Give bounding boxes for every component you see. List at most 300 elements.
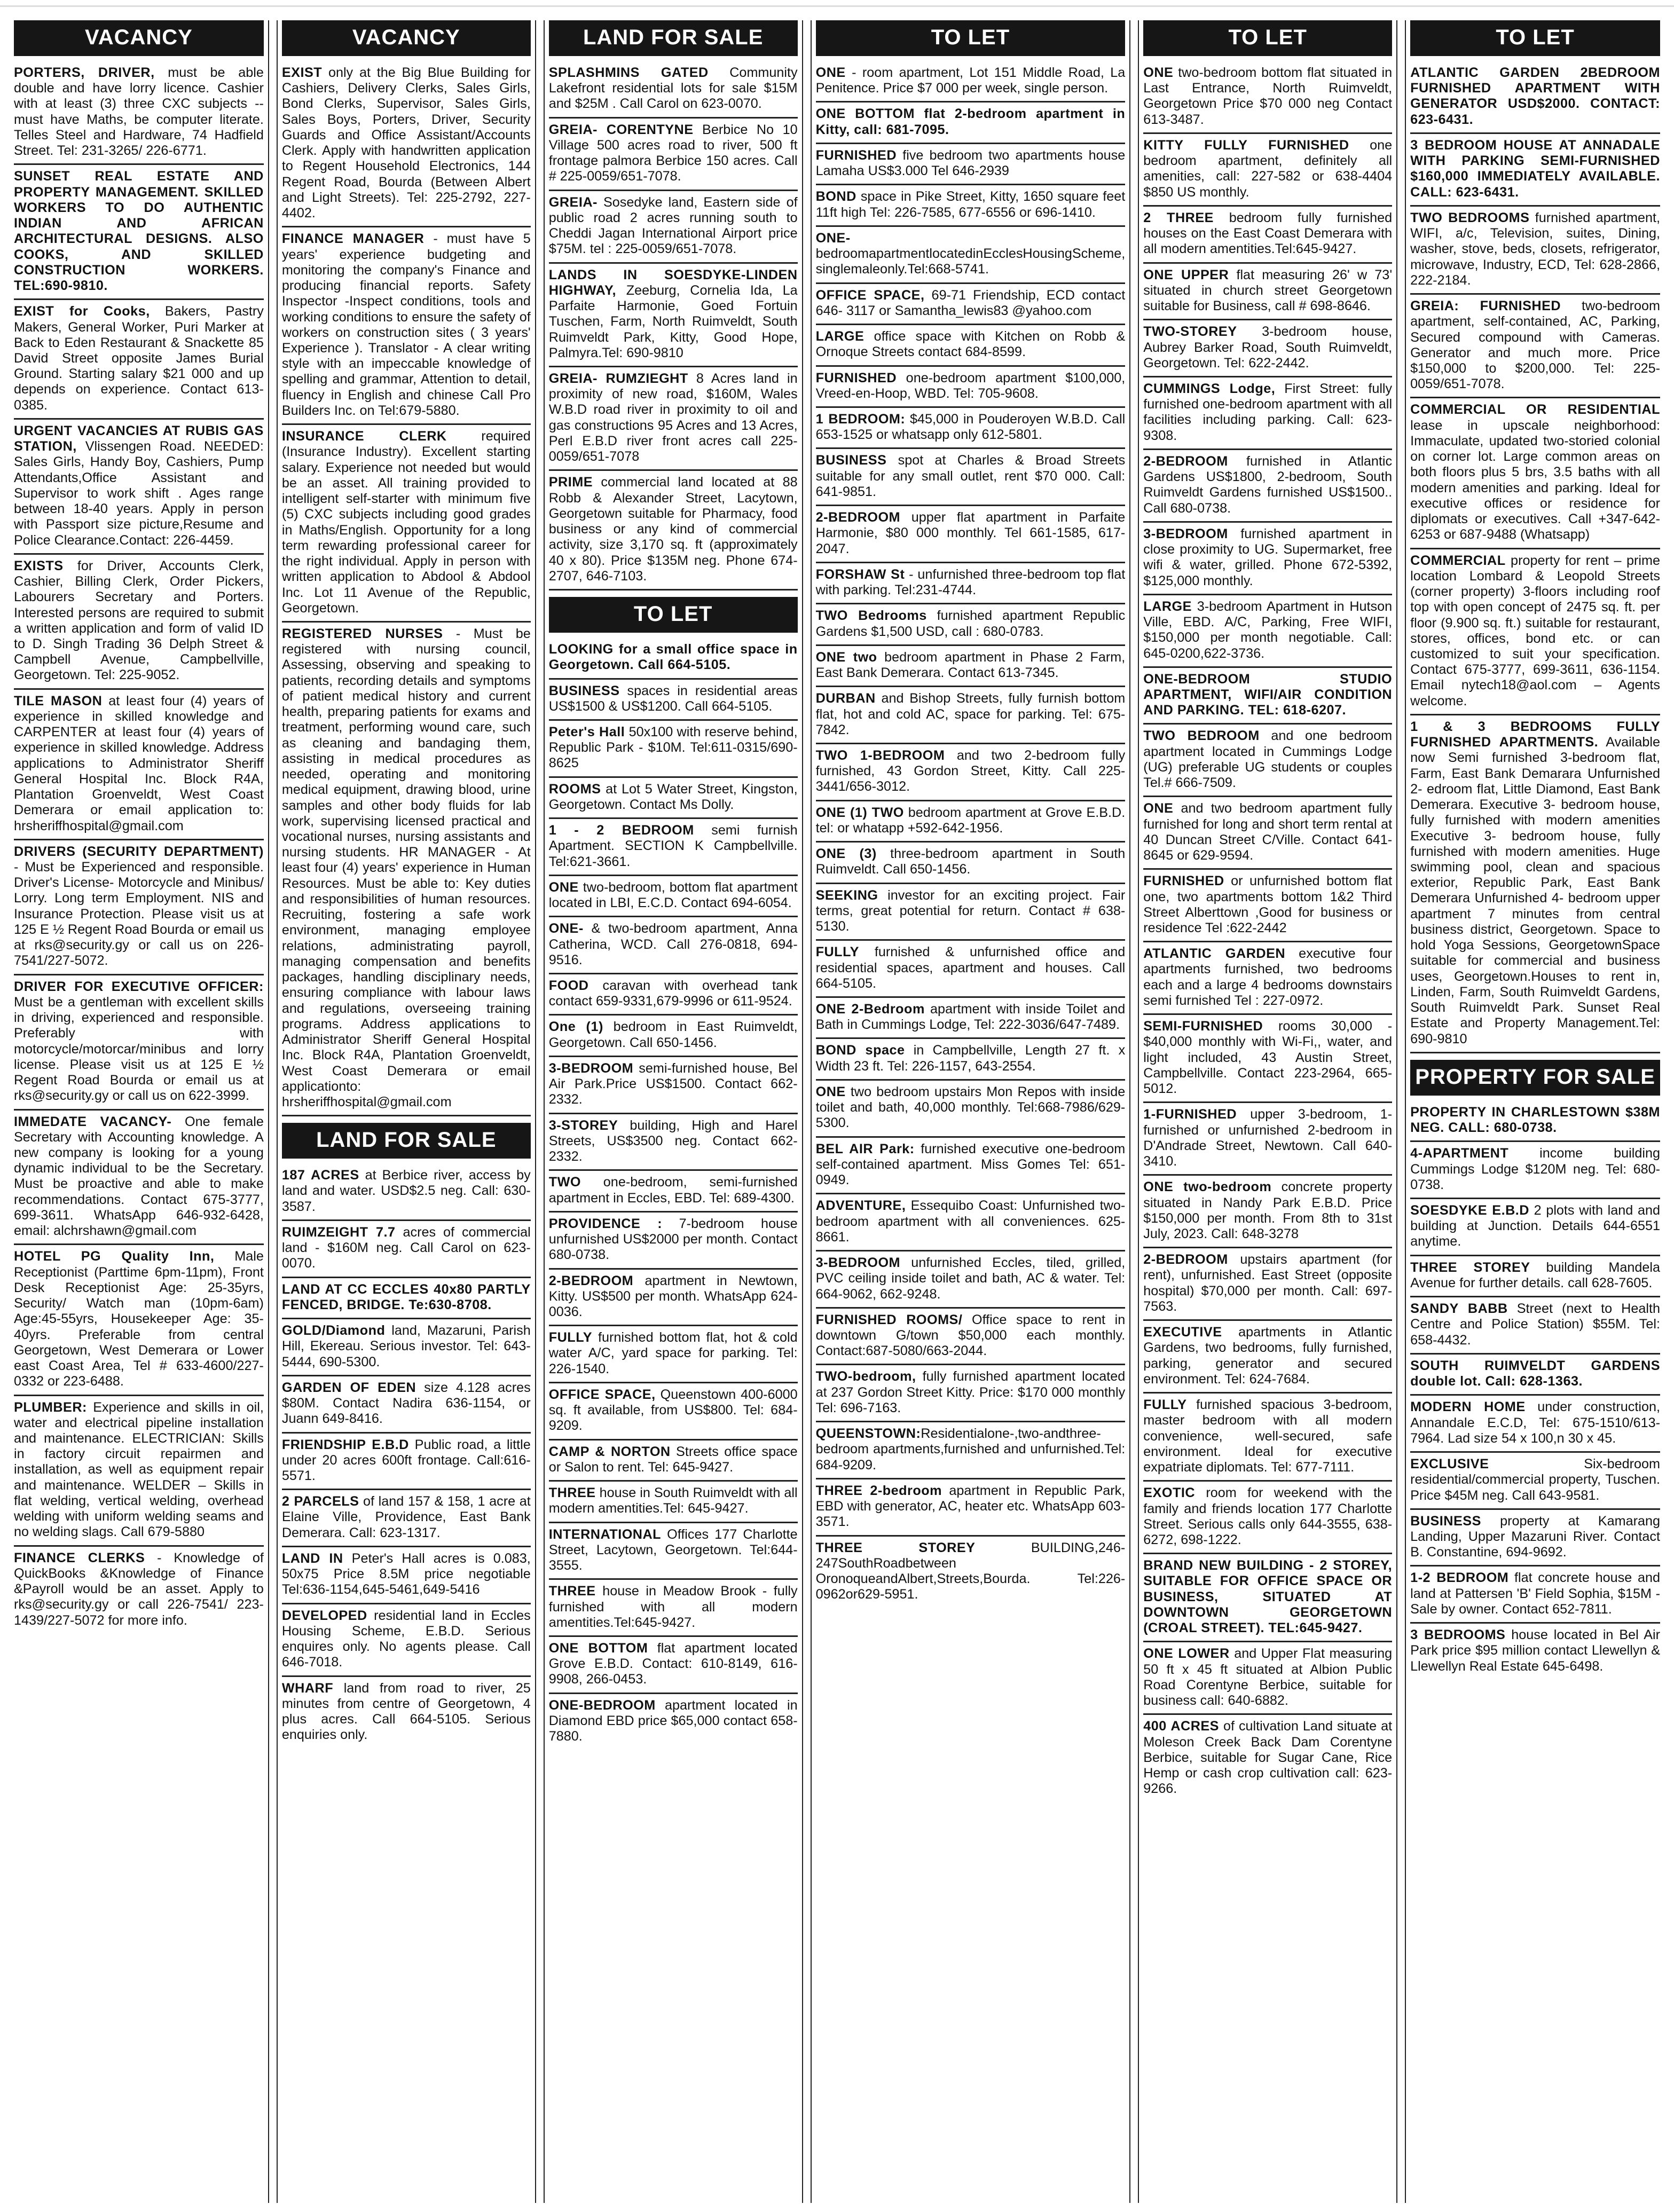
ad-lead: FULLY xyxy=(548,1330,593,1345)
ad-lead: SOUTH RUIMVELDT GARDENS double lot. Call: 628-1363. xyxy=(1410,1358,1660,1389)
ad-lead: ONE BOTTOM flat 2-bedroom apartment in Kitty, call: 681-7095. xyxy=(815,106,1126,137)
ad-lead: ONE (1) TWO xyxy=(815,805,904,820)
ad-body: Residentialone-,two-andthree-bedroom apartments,furnished and unfurnished.Tel: 684-9209. xyxy=(815,1426,1126,1473)
ad-lead: ONE xyxy=(815,1084,846,1099)
ad-lead: 1 & 3 BEDROOMS FULLY FURNISHED APARTMENTS. xyxy=(1410,719,1660,750)
classified-ad xyxy=(282,425,531,623)
ad-lead: OFFICE SPACE, xyxy=(548,1387,656,1402)
ad-lead: REGISTERED NURSES xyxy=(281,626,443,641)
ad-body: two bedroom upstairs Mon Repos with inside toilet and bath, 40,000 monthly. Tel:668-7986/629-5300. xyxy=(815,1084,1126,1131)
ad-lead: TWO BEDROOMS xyxy=(1410,210,1530,225)
ad-body: building, High and Harel Streets, US$3500 neg. Contact 662-2332. xyxy=(548,1117,798,1164)
classified-ad xyxy=(1143,595,1392,668)
classified-ad xyxy=(549,721,798,778)
classified-ad xyxy=(1143,450,1392,523)
classified-ad xyxy=(816,284,1126,325)
ad-lead: FINANCE MANAGER xyxy=(281,231,425,247)
ad-body: Public road, a little under 20 acres 600ft frontage. Call:616-5571. xyxy=(281,1437,531,1483)
ad-body: furnished apartment Republic Gardens $1,500 USD, call : 680-0783. xyxy=(815,608,1126,639)
classified-ad xyxy=(549,819,798,876)
ad-body: bedroom apartment in Phase 2 Farm, East Bank Demerara. Contact 613-7345. xyxy=(815,649,1126,681)
ad-body: semi-furnished house, Bel Air Park.Price US$1500. Contact 662-2332. xyxy=(548,1060,798,1107)
classified-ad xyxy=(549,778,798,819)
classified-ad xyxy=(14,1547,264,1633)
classified-ad xyxy=(1410,1101,1660,1142)
ad-body: required (Insurance Industry). Excellent starting salary. Experience not needed but would be an asset. All training provided to intelligent self-starter with minimum five (5) CXC subjects including good grades in Maths/English. Opportunity for a long term rewarding professional career for the right individual. Apply in person with written application to Abdool & Abdool Inc. Lot 11 Avenue of the Republic, Georgetown. xyxy=(281,429,531,616)
column-1 xyxy=(10,20,269,2203)
ad-body: Vlissengen Road. NEEDED: Sales Girls, Handy Boy, Cashiers, Pump Attendants,Office Assistant and Supervisor to work shift . Ages range between 18-40 years. Apply in person with Passport size picture,Resume and Police Clearance.Contact: 226-4459. xyxy=(14,439,264,548)
ad-body: property for rent – prime location Lombard & Leopold Streets (corner property) 3-floors including roof top with open concept of 2475 sq. ft. per floor (9.900 sq. ft.) suitable for restaurant, stores, offices, bond etc. or can customized to suit your specification. Contact 675-3777, 699-3611, 636-1154. Email nytech18@aol.com – Agents welcome. xyxy=(1410,553,1660,709)
classified-ad xyxy=(14,690,264,840)
section-header: TO LET xyxy=(1143,20,1392,56)
ad-body: bedroom apartment at Grove E.B.D. tel: or whatapp +592-642-1956. xyxy=(815,805,1126,836)
ad-lead: FINANCE CLERKS xyxy=(14,1550,145,1565)
classified-ad xyxy=(14,1245,264,1396)
ad-body: apartment with inside Toilet and Bath in Cummings Lodge, Tel: 222-3036/647-7489. xyxy=(815,1002,1126,1033)
ad-body: fully furnished apartment located at 237 Gordon Street Kitty. Price: $170 000 monthly Tel: 696-7163. xyxy=(815,1369,1126,1415)
ad-body: size 4.128 acres $80M. Contact Nadira 636-1154, or Juann 649-8416. xyxy=(281,1380,531,1427)
ad-lead: ONE xyxy=(548,879,579,895)
classified-ad xyxy=(14,555,264,690)
ad-body: apartment in Republic Park, EBD with generator, AC, heater etc. WhatsApp 603-3571. xyxy=(815,1483,1126,1530)
classified-ad xyxy=(816,1081,1126,1138)
ad-body: spot at Charles & Broad Streets suitable for any small outlet, rent $70 000. Call: 641-9851. xyxy=(815,453,1126,499)
classified-ad xyxy=(1143,1482,1392,1554)
classified-ad xyxy=(1410,1566,1660,1624)
classified-ad xyxy=(816,61,1126,103)
classified-ad xyxy=(282,1490,531,1547)
classified-ad xyxy=(816,408,1126,449)
ad-body: & two-bedroom apartment, Anna Catherina, WCD. Call 276-0818, 694-9516. xyxy=(548,921,798,967)
ad-body: Office space to rent in downtown G/town $50,000 each monthly. Contact:687-5080/663-2044. xyxy=(815,1312,1126,1359)
classified-ad xyxy=(549,119,798,191)
ad-body: Essequibo Coast: Unfurnished two-bedroom apartment with all conveniences. 625-8661. xyxy=(815,1198,1126,1245)
classified-ad xyxy=(816,1365,1126,1422)
ad-body: caravan with overhead tank contact 659-9331,679-9996 or 611-9524. xyxy=(548,978,798,1009)
classified-ad xyxy=(816,185,1126,226)
ad-lead: KITTY FULLY FURNISHED xyxy=(1143,137,1349,153)
ad-body: Must be a gentleman with excellent skills in driving, experienced and responsible. Preferably with motorcycle/motorcar/minibus and lorry license. Please visit us at 125 E ½ Regent Road Bourda or email us at rks@security.gy or call us on 622-3999. xyxy=(14,994,264,1104)
ad-lead: LOOKING for a small office space in Georgetown. Call 664-5105. xyxy=(548,642,798,673)
ad-body: Six-bedroom residential/commercial property, Tuschen. Price $45M neg. Call 643-9581. xyxy=(1410,1457,1660,1503)
classified-ad xyxy=(1143,668,1392,725)
ad-body: investor for an exciting project. Fair terms, great potential for return. Contact # 638-5130. xyxy=(815,887,1126,934)
ad-lead: SPLASHMINS GATED xyxy=(548,65,709,80)
ad-body: Street (next to Health Centre and Police Station) $55M. Tel: 658-4432. xyxy=(1410,1301,1660,1348)
ad-lead: ONE two xyxy=(815,649,877,665)
ad-lead: DURBAN xyxy=(815,691,876,706)
ad-body: furnished executive one-bedroom self-contained apartment. Miss Gomes Tel: 651-0949. xyxy=(815,1141,1126,1188)
ad-lead: ONE (3) xyxy=(815,846,877,862)
ad-lead: MODERN HOME xyxy=(1410,1399,1526,1415)
section-header: LAND FOR SALE xyxy=(549,20,798,56)
ad-body: - Must be Experienced and responsible. Driver's License- Motorcycle and Minibus/ Lorry. Long term Employment. NIS and Insurance Protection. Please visit us at 125 E ½ Regent Road Bourda or email us at rks@security.gy or call us on 226-7541/227-5072. xyxy=(14,860,264,969)
ad-lead: FORSHAW St xyxy=(815,566,905,582)
ad-lead: ROOMS xyxy=(548,781,601,797)
ad-body: one-bedroom apartment $100,000, Vreed-en-Hoop, WBD. Tel: 705-9608. xyxy=(815,370,1126,401)
classified-ad xyxy=(1143,725,1392,797)
ad-body: upstairs apartment (for rent), unfurnished. East Street (opposite hospital) $70,000 per month. Call: 697-7563. xyxy=(1143,1252,1393,1314)
ad-body: - Must be registered with nursing council, Assessing, observing and speaking to patients, recording details and symptoms of patient medical history and current health, preparing patients for exams and treatment, performing wound care, such as cleaning and bandaging them, assisting in medical procedures as needed, operating and monitoring medical equipment, drawing blood, urine samples and other body fluids for lab work, supervising licensed practical and vocational nurses, nursing assistants and nursing students. HR MANAGER - At least four (4) years' experience in Human Resources. Must be able to: Key duties and responsibilities of human resources. Recruiting, fostering a safe work environment, managing employee relations, administrating payroll, managing compensation and benefits packages, handling disciplinary needs, ensuring compliance with labour laws and regulations, overseeing training programs. Address applications to Administrator Sheriff General Hospital Inc. Block R4A, Plantation Groenveldt, West Coast Demerara or email applicationto: hrsheriffhospital@gmail.com xyxy=(281,626,531,1109)
ad-body: two-bedroom apartment, self-contained, AC, Parking, Secured compound with Cameras. Generator and much more. Price $150,000 to $200,000. Tel: 225-0059/651-7078. xyxy=(1410,298,1660,392)
classified-ad xyxy=(1143,377,1392,450)
ad-body: lease in upscale neighborhood: Immaculate, updated two-storied colonial on corner lot. Large common areas on both floors plus 5 brs, 3.5 baths with all modern amenities and parking. Ideal for executive offices or residence for diplomats or executives. Call +347-642-6253 or 687-9488 (Whatsapp) xyxy=(1410,418,1660,542)
ad-body: commercial land located at 88 Robb & Alexander Street, Lacytown, Georgetown suitable for Pharmacy, food business or any kind of commercial activity, size 3,170 sq. ft (approximately 40 x 80). Price $135M neg. Phone 674-2707, 646-7103. xyxy=(548,475,798,584)
classified-ad xyxy=(1410,1355,1660,1396)
ad-body: First Street: fully furnished one-bedroom apartment with all facilities including parking. Call: 623-9308. xyxy=(1143,381,1393,443)
ad-body: furnished apartment in close proximity to UG. Supermarket, free wifi & water, grilled. Phone 672-5392, $125,000 monthly. xyxy=(1143,526,1393,588)
ad-body: acres of commercial land - $160M neg. Call Carol on 623-0070. xyxy=(281,1224,531,1271)
section-header: PROPERTY FOR SALE xyxy=(1410,1060,1660,1096)
classified-ad xyxy=(1410,1624,1660,1679)
ad-body: 3-bedroom house, Aubrey Barker Road, South Ruimveldt, Georgetown. Tel: 622-2442. xyxy=(1143,324,1393,371)
ad-body: and two bedroom apartment fully furnished for long and short term rental at 40 Duncan Street C/Ville. Contact 641-8645 or 629-9594. xyxy=(1143,801,1393,863)
ad-lead: 3-BEDROOM xyxy=(815,1255,901,1271)
ad-lead: EXOTIC xyxy=(1143,1485,1196,1501)
ad-lead: DRIVER FOR EXECUTIVE OFFICER: xyxy=(14,979,264,994)
ad-body: house in Meadow Brook - fully furnished with all modern amentities.Tel:645-9427. xyxy=(548,1584,798,1630)
ad-lead: 1-FURNISHED xyxy=(1143,1107,1237,1122)
ad-body: flat concrete house and land at Pattersen 'B' Field Sophia, $15M - Sale by owner. Contact 652-7811. xyxy=(1410,1570,1660,1617)
ad-body: and one bedroom apartment located in Cummings Lodge (UG) preferable UG students or couples Tel.# 666-7509. xyxy=(1143,728,1393,791)
ad-body: Bakers, Pastry Makers, General Worker, Puri Marker at Back to Eden Restaurant & Snackette 85 David Street opposite James Burial Ground. Starting salary $21 000 and up depends on experience. Contact 613-0385. xyxy=(14,304,264,413)
ad-body: one bedroom apartment, definitely all amenities, call: 227-582 or 638-4404 $850 US monthly. xyxy=(1143,137,1393,200)
classified-ad xyxy=(549,638,798,679)
ad-body: spaces in residential areas US$1500 & US$1200. Call 664-5105. xyxy=(548,683,798,714)
ad-body: Queenstown 400-6000 sq. ft available, from US$800. Tel: 684-9209. xyxy=(548,1387,798,1434)
classified-ad xyxy=(1410,61,1660,134)
ad-lead: EXECUTIVE xyxy=(1143,1325,1222,1340)
ad-body: bedroom in East Ruimveldt, Georgetown. Call 650-1456. xyxy=(548,1019,798,1050)
classified-ad xyxy=(549,1016,798,1057)
ad-lead: INSURANCE CLERK xyxy=(281,429,447,444)
ad-body: 7-bedroom house unfurnished US$2000 per month. Contact 680-0738. xyxy=(548,1216,798,1263)
ad-lead: EXIST xyxy=(281,65,323,80)
ad-lead: TWO Bedrooms xyxy=(815,608,927,624)
ad-body: 2 plots with land and building at Junction. Details 644-6551 anytime. xyxy=(1410,1203,1660,1249)
classified-ad xyxy=(1410,715,1660,1053)
ad-lead: ONE 2-Bedroom xyxy=(815,1002,925,1017)
ad-body: residential land in Eccles Housing Scheme, E.B.D. Serious enquires only. No agents please. Call 646-7018. xyxy=(281,1608,531,1670)
classified-ad xyxy=(549,1213,798,1270)
classified-ad xyxy=(549,1637,798,1694)
ad-body: house located in Bel Air Park price $95 million contact Llewellyn & Llewellyn Real Estate 645-6498. xyxy=(1410,1627,1660,1674)
classified-ad xyxy=(1143,1394,1392,1482)
ad-lead: THREE STOREY xyxy=(1410,1259,1530,1275)
ad-lead: 1 - 2 BEDROOM xyxy=(548,823,694,838)
ad-lead: ONE xyxy=(1143,65,1174,80)
ad-lead: LAND AT CC ECCLES 40x80 PARTLY FENCED, BRIDGE. Te:630-8708. xyxy=(281,1281,531,1312)
ad-body: - must have 5 years' experience budgeting and monitoring the company's Finance and producing financial reports. Safety Inspector -Inspect conditions, tools and working conditions to ensure the safety of workers on construction sites ( 3 years' Experience ). Translator - A clear writing style with an impeccable knowledge of spelling and grammar, Attention to detail, fluency in English and chinese Call Pro Builders Inc. on Tel:679-5880. xyxy=(281,231,531,418)
ad-body: 69-71 Friendship, ECD contact 646- 3117 or Samantha_lewis83 @yahoo.com xyxy=(815,287,1126,318)
ad-lead: 400 ACRES xyxy=(1143,1719,1219,1734)
ad-body: furnished & unfurnished office and residential spaces, apartment and houses. Call 664-5105. xyxy=(815,944,1126,991)
ad-body: house in South Ruimveldt with all modern amentities.Tel: 645-9427. xyxy=(548,1485,798,1516)
classified-ad xyxy=(816,1422,1126,1479)
ad-lead: TWO-bedroom, xyxy=(815,1369,916,1384)
ad-lead: ONE two-bedroom xyxy=(1143,1179,1272,1195)
section-header: LAND FOR SALE xyxy=(282,1123,531,1159)
classified-ad xyxy=(549,61,798,119)
classified-ad xyxy=(282,61,531,227)
ad-lead: 2 PARCELS xyxy=(281,1494,359,1509)
classified-ad xyxy=(816,449,1126,506)
ad-lead: HOTEL PG Quality Inn, xyxy=(14,1249,215,1264)
ad-body: apartment located in Diamond EBD price $65,000 contact 658-7880. xyxy=(548,1697,798,1744)
classified-ad xyxy=(282,623,531,1116)
ad-body: five bedroom two apartments house Lamaha US$3.000 Tel 646-2939 xyxy=(815,147,1126,179)
ad-body: in Campbellville, Length 27 ft. x Width 23 ft. Tel: 226-1157, 643-2554. xyxy=(815,1043,1126,1074)
ad-lead: THREE 2-bedroom xyxy=(815,1483,942,1498)
classified-ad xyxy=(14,840,264,975)
ad-lead: ONE- xyxy=(815,230,851,246)
classified-ad xyxy=(1410,1199,1660,1256)
classified-ad xyxy=(816,325,1126,366)
ad-lead: GREIA: FURNISHED xyxy=(1410,298,1561,314)
ad-body: Berbice No 10 Village 500 acres road to river, 500 ft frontage palmora Berbice 150 acres. Call # 225-0059/651-7078. xyxy=(548,122,798,184)
classified-ad xyxy=(816,744,1126,801)
classified-ad xyxy=(549,1270,798,1327)
ad-lead: DRIVERS (SECURITY DEPARTMENT) xyxy=(14,844,264,859)
ad-body: three-bedroom apartment in South Ruimveldt. Call 650-1456. xyxy=(815,846,1126,877)
classified-ad xyxy=(1143,1103,1392,1176)
classified-ad xyxy=(816,1251,1126,1309)
classified-ad xyxy=(816,227,1126,284)
column-2 xyxy=(277,20,536,2203)
ad-body: space in Pike Street, Kitty, 1650 square feet 11ft high Tel: 226-7585, 677-6556 or 696-1410. xyxy=(815,189,1126,220)
classified-ad xyxy=(282,1434,531,1491)
ad-lead: GREIA- RUMZIEGHT xyxy=(548,371,688,386)
classified-ad xyxy=(816,103,1126,144)
ad-lead: LAND IN xyxy=(281,1550,343,1566)
ad-body: only at the Big Blue Building for Cashiers, Delivery Clerks, Sales Girls, Bond Clerks, Supervisor, Sales Girls, Sales Boys, Porters, Driver, Security Guards and Office Assistant/Accounts Clerk. Apply with handwritten application to Regent Household Electronics, 144 Regent Road, Bourda (Between Albert and Light Streets). Tel: 225-2792, 227-4402. xyxy=(281,65,531,221)
classified-ad xyxy=(549,367,798,471)
classified-ad xyxy=(14,165,264,300)
column-5 xyxy=(1138,20,1397,2203)
ad-lead: OFFICE SPACE, xyxy=(815,287,925,303)
classified-ad xyxy=(14,975,264,1111)
ad-lead: ATLANTIC GARDEN xyxy=(1143,946,1286,962)
ad-lead: ADVENTURE, xyxy=(815,1198,906,1214)
ad-body: bedroomapartmentlocatedinEcclesHousingScheme, singlemaleonly.Tel:668-5741. xyxy=(815,246,1126,277)
ad-lead: 3-STOREY xyxy=(548,1117,618,1133)
ad-lead: DEVELOPED xyxy=(281,1608,367,1623)
ad-body: land from road to river, 25 minutes from centre of Georgetown, 4 plus acres. Call 664-5105. Serious enquiries only. xyxy=(281,1680,531,1743)
ad-body: concrete property situated in Nandy Park E.B.D. Price $150,000 per month. From 8th to 31st July, 2023. Call: 648-3278 xyxy=(1143,1179,1393,1241)
classified-ad xyxy=(549,1326,798,1383)
ad-body: rooms 30,000 - $40,000 monthly with Wi-Fi,, water, and light included, 43 Austin Street, Campbellville. Contact 223-2964, 665-5012. xyxy=(1143,1019,1393,1097)
classified-ad xyxy=(1143,797,1392,870)
classified-ad xyxy=(1410,1510,1660,1567)
classified-ad xyxy=(549,471,798,591)
ad-lead: PROPERTY IN CHARLESTOWN $38M NEG. CALL: 680-0738. xyxy=(1410,1104,1660,1136)
ad-lead: 3 BEDROOMS xyxy=(1410,1627,1506,1643)
classified-ad xyxy=(1410,1453,1660,1510)
ad-body: and Bishop Streets, fully furnish bottom flat, hot and cold AC, space for parking. Tel: 675-7842. xyxy=(815,691,1126,737)
ad-lead: One (1) xyxy=(548,1019,603,1035)
classified-ad xyxy=(549,264,798,367)
ad-lead: ONE- xyxy=(548,921,584,936)
ad-body: furnished in Atlantic Gardens US$1800, 2-bedroom, South Ruimveldt Gardens furnished US$1500.. Call 680-0738. xyxy=(1143,453,1393,516)
ad-body: Sosedyke land, Eastern side of public road 2 acres running south to Cheddi Jagan International Airport price $75M. tel : 225-0059/651-7078. xyxy=(548,194,798,257)
classified-ad xyxy=(1143,1642,1392,1715)
ad-body: 50x100 with reserve behind, Republic Park - $10M. Tel:611-0315/690-8625 xyxy=(548,724,798,771)
ad-body: of land 157 & 158, 1 acre at Elaine Ville, Providence, East Bank Demerara. Call: 623-1317. xyxy=(281,1494,531,1540)
ad-lead: PRIME xyxy=(548,475,593,490)
section-header: TO LET xyxy=(816,20,1126,56)
ad-lead: 3-BEDROOM xyxy=(548,1060,634,1076)
ad-lead: ATLANTIC GARDEN 2BEDROOM FURNISHED APARTMENT WITH GENERATOR USD$2000. CONTACT: 623-6431. xyxy=(1410,65,1660,127)
classified-ad xyxy=(1143,134,1392,207)
ad-lead: TWO 1-BEDROOM xyxy=(815,747,945,763)
ad-body: income building Cummings Lodge $120M neg. Tel: 680-0738. xyxy=(1410,1146,1660,1192)
classified-ad xyxy=(549,1523,798,1580)
ad-lead: FURNISHED ROOMS/ xyxy=(815,1312,963,1327)
classified-ad xyxy=(549,1057,798,1114)
column-4 xyxy=(811,20,1131,2203)
ad-body: Streets office space or Salon to rent. Tel: 645-9427. xyxy=(548,1444,798,1475)
ad-lead: TWO-STOREY xyxy=(1143,324,1237,340)
classified-ad xyxy=(549,876,798,917)
classified-ad xyxy=(1143,1015,1392,1103)
ad-body: at least four (4) years of experience in skilled knowledge and CARPENTER at least four (4) years of experience in skilled knowledge. Address applications to Administrator Sheriff General Hospital Inc. Block R4A, Plantation Groenveldt, West Coast Demerara or email application to: hrsheriffhospital@gmail.com xyxy=(14,693,264,833)
ad-lead: 187 ACRES xyxy=(281,1168,359,1183)
classified-ad xyxy=(1410,207,1660,295)
ad-body: at Berbice river, access by land and water. USD$2.5 neg. Call: 630-3587. xyxy=(281,1168,531,1214)
classified-ad xyxy=(282,1376,531,1434)
ad-lead: FRIENDSHIP E.B.D xyxy=(281,1437,409,1452)
ad-lead: BRAND NEW BUILDING - 2 STOREY, SUITABLE FOR OFFICE SPACE OR BUSINESS, SITUATED AT DOWNTOWN GEORGETOWN (CROAL STREET). TEL:645-9427. xyxy=(1143,1558,1393,1636)
ad-body: 8 Acres land in proximity of new road, $160M, Wales W.B.D road river in proximity to oil and gas constructions 95 Acres and 13 Acres, Perl E.B.D river front acres call 225-0059/651-7078 xyxy=(548,371,798,465)
ad-lead: ONE BOTTOM xyxy=(548,1640,648,1656)
ad-lead: GREIA- xyxy=(548,194,598,210)
classified-ad xyxy=(14,1396,264,1547)
ad-body: executive four apartments furnished, two bedrooms each and a large 4 bedrooms downstairs semi furnished Tel : 227-0972. xyxy=(1143,946,1393,1008)
ad-lead: 2-BEDROOM xyxy=(548,1273,634,1288)
ad-lead: SOESDYKE E.B.D xyxy=(1410,1203,1529,1218)
ad-lead: SEMI-FURNISHED xyxy=(1143,1019,1263,1034)
ad-body: Offices 177 Charlotte Street, Lacytown, Georgetown. Tel:644-3555. xyxy=(548,1526,798,1573)
ad-lead: ONE UPPER xyxy=(1143,267,1229,282)
ad-body: room for weekend with the family and friends location 177 Charlotte Street. Serious calls only 644-3555, 638-6272, 698-1222. xyxy=(1143,1485,1393,1547)
ad-lead: BUSINESS xyxy=(815,453,887,468)
ad-lead: FOOD xyxy=(548,978,589,994)
classified-ad xyxy=(549,1482,798,1523)
ad-lead: THREE xyxy=(548,1485,596,1501)
classified-ad xyxy=(1143,264,1392,321)
ad-body: or unfurnished bottom flat one, two apartments bottom 1&2 Third Street Alberttown ,Good for business or residence Tel :622-2442 xyxy=(1143,873,1393,936)
ad-body: furnished spacious 3-bedroom, master bedroom with all modern convenience, well-secured, safe environment. Ideal for executive expatriate diplomats. Tel: 677-7111. xyxy=(1143,1397,1393,1475)
ad-lead: QUEENSTOWN: xyxy=(815,1426,921,1442)
ad-lead: FULLY xyxy=(1143,1397,1187,1413)
section-header: VACANCY xyxy=(282,20,531,56)
ad-body: building Mandela Avenue for further details. call 628-7605. xyxy=(1410,1259,1660,1290)
ad-lead: SUNSET REAL ESTATE AND PROPERTY MANAGEMENT. SKILLED WORKERS TO DO AUTHENTIC INDIAN AND AFRICAN ARCHITECTURAL DESIGNS. ALSO COOKS, AND SKILLED CONSTRUCTION WORKERS. TEL:690-9810. xyxy=(14,169,264,294)
ad-lead: BEL AIR Park: xyxy=(815,1141,915,1156)
ad-body: bedroom fully furnished houses on the East Coast Demerara with all modern amentities.Tel:645-9427. xyxy=(1143,210,1393,257)
classified-ad xyxy=(816,687,1126,744)
classified-ad xyxy=(14,300,264,420)
ad-lead: ONE xyxy=(815,65,846,80)
ad-body: $45,000 in Pouderoyen W.B.D. Call 653-1525 or whatsapp only 612-5801. xyxy=(815,411,1126,443)
ad-lead: CAMP & NORTON xyxy=(548,1444,671,1459)
classified-ad xyxy=(816,1138,1126,1195)
classified-ad xyxy=(1410,1142,1660,1199)
ad-lead: 2-BEDROOM xyxy=(1143,1252,1228,1268)
ad-lead: FURNISHED xyxy=(815,147,897,163)
ad-body: 3-bedroom Apartment in Hutson Ville, EBD. A/C, Parking, Free WIFI, $150,000 per month negotiable. Call: 645-0200,622-3736. xyxy=(1143,599,1393,661)
ad-body: semi furnish Apartment. SECTION K Campbellville. Tel:621-3661. xyxy=(548,823,798,869)
ad-lead: TWO BEDROOM xyxy=(1143,728,1260,744)
classified-ad xyxy=(549,1694,798,1750)
ad-lead: BOND xyxy=(815,189,856,204)
ad-body: flat apartment located Grove E.B.D. Contact: 610-8149, 616-9908, 266-0453. xyxy=(548,1640,798,1687)
classified-ad xyxy=(816,563,1126,604)
classified-ad xyxy=(816,506,1126,563)
classified-ad xyxy=(1410,1297,1660,1355)
ad-body: flat measuring 26' w 73' situated in church street Georgetown suitable for Business, call # 698-8646. xyxy=(1143,267,1393,314)
classified-ad xyxy=(816,941,1126,998)
classified-ad xyxy=(816,604,1126,646)
ad-body: property at Kamarang Landing, Upper Mazaruni River. Contact B. Constantine, 694-9692. xyxy=(1410,1513,1660,1560)
section-header: VACANCY xyxy=(14,20,264,56)
ad-body: Male Receptionist (Parttime 6pm-11pm), Front Desk Receptionist Age: 25-35yrs, Security/ Watch man (10pm-6am) Age:45-55yrs, Housekeeper Age: 35-40yrs. Preferable from central Georgetown, West Demerara or Lower east Coast Area, Tel # 633-4600/227-0332 or 223-6488. xyxy=(14,1249,264,1389)
ad-body: apartment in Newtown, Kitty. US$500 per month. WhatsApp 624-0036. xyxy=(548,1273,798,1319)
classified-ad xyxy=(816,144,1126,185)
top-rule xyxy=(0,5,1674,7)
classified-ad xyxy=(1143,61,1392,134)
ad-body: land, Mazaruni, Parish Hill, Ekereau. Serious investor. Tel: 643-5444, 690-5300. xyxy=(281,1323,531,1369)
classified-ad xyxy=(1410,1396,1660,1453)
classified-ad xyxy=(1410,1256,1660,1297)
classified-ad xyxy=(816,1039,1126,1080)
classified-ad xyxy=(549,1171,798,1212)
classified-ad xyxy=(816,646,1126,687)
ad-lead: BUSINESS xyxy=(1410,1513,1481,1529)
classified-ad xyxy=(816,1479,1126,1537)
section-header: TO LET xyxy=(549,597,798,633)
ad-lead: COMMERCIAL OR RESIDENTIAL xyxy=(1410,402,1660,418)
classified-ad xyxy=(549,917,798,974)
ad-lead: ONE-BEDROOM xyxy=(548,1697,656,1713)
ad-body: office space with Kitchen on Robb & Ornoque Streets contact 684-8599. xyxy=(815,329,1126,360)
section-header: TO LET xyxy=(1410,20,1660,56)
classified-ad xyxy=(282,227,531,425)
ad-lead: FURNISHED xyxy=(1143,873,1224,889)
ad-lead: 2-BEDROOM xyxy=(1143,453,1228,469)
ad-body: - unfurnished three-bedroom top flat with parking. Tel:231-4744. xyxy=(815,566,1126,598)
classified-ad xyxy=(549,1114,798,1171)
classified-ad xyxy=(1410,398,1660,549)
classified-ad xyxy=(549,1383,798,1440)
classified-ad xyxy=(14,420,264,555)
classified-ad xyxy=(1143,523,1392,595)
ad-body: Peter's Hall acres is 0.083, 50x75 Price 8.5M price negotiable Tel:636-1154,645-5461,649-5416 xyxy=(281,1550,531,1597)
ad-lead: 3-BEDROOM xyxy=(1143,526,1228,541)
ad-lead: TWO xyxy=(548,1175,581,1190)
classified-ad xyxy=(1143,1554,1392,1642)
ad-body: - room apartment, Lot 151 Middle Road, La Penitence. Price $7 000 per week, single person. xyxy=(815,65,1126,96)
ad-lead: THREE xyxy=(548,1584,596,1599)
columns xyxy=(10,20,1664,2203)
ad-body: two-bedroom, bottom flat apartment located in LBI, E.C.D. Contact 694-6054. xyxy=(548,879,798,911)
column-3 xyxy=(544,20,803,2203)
ad-body: upper flat apartment in Parfaite Harmonie, $80 000 monthly. Tel 661-1585, 617-2047. xyxy=(815,510,1126,556)
ad-lead: COMMERCIAL xyxy=(1410,553,1506,568)
classified-ad xyxy=(1143,207,1392,264)
ad-lead: EXCLUSIVE xyxy=(1410,1457,1489,1472)
ad-body: and Upper Flat measuring 50 ft x 45 ft situated at Albion Public Road Corentyne Berbice, suitable for business call: 640-6882. xyxy=(1143,1646,1393,1709)
